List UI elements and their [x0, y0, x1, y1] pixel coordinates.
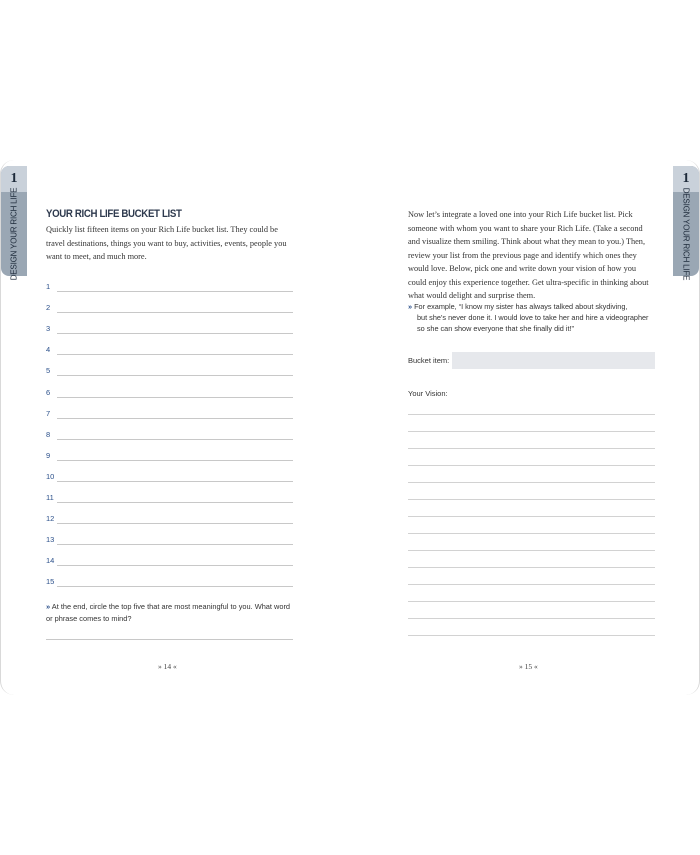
page-number: » 14 «: [158, 662, 177, 671]
list-item[interactable]: [46, 546, 293, 567]
list-item[interactable]: [46, 272, 293, 293]
write-line[interactable]: [57, 291, 293, 292]
list-number: 1: [46, 282, 51, 292]
list-item[interactable]: [46, 314, 293, 335]
answer-line[interactable]: [46, 639, 293, 640]
list-number: 14: [46, 556, 55, 566]
list-item[interactable]: [46, 441, 293, 462]
write-line[interactable]: [408, 432, 655, 449]
list-item[interactable]: [46, 399, 293, 420]
book-spread: [0, 160, 700, 695]
chapter-tab-label: DESIGN YOUR RICH LIFE: [681, 187, 691, 281]
write-line[interactable]: [408, 466, 655, 483]
write-line[interactable]: [408, 619, 655, 636]
write-line[interactable]: [408, 449, 655, 466]
write-line[interactable]: [57, 418, 293, 419]
list-number: 12: [46, 514, 55, 524]
list-number: 10: [46, 471, 55, 481]
list-item[interactable]: [46, 525, 293, 546]
list-number: 2: [46, 303, 51, 313]
chapter-tab-left[interactable]: [1, 166, 27, 281]
example-line: so she can show everyone that she finally did it!”: [417, 324, 574, 333]
example-line: but she’s never done it. I would love to take her and hire a videographer: [417, 313, 649, 322]
write-line[interactable]: [57, 354, 293, 355]
write-line[interactable]: [57, 333, 293, 334]
list-item[interactable]: [46, 567, 293, 588]
write-line[interactable]: [408, 500, 655, 517]
vision-lines: [408, 398, 655, 636]
list-number: 11: [46, 493, 54, 503]
write-line[interactable]: [408, 415, 655, 432]
instructions-text: Now let’s integrate a loved one into your Rich Life bucket list. Pick someone with whom you want to share your Rich Life. (Take a second and visualize them smiling. Think about what they mean to you.) Then, review your list from the previous page and identify which ones they would love. Below, pick one and write down your vision of how you could enjoy this experience together. Get ultra-specific in thinking about what would delight and surprise them.: [408, 210, 649, 300]
left-page: [0, 160, 350, 695]
list-number: 4: [46, 345, 51, 355]
list-number: 7: [46, 408, 51, 418]
list-number: 5: [46, 366, 51, 376]
list-item[interactable]: [46, 483, 293, 504]
vision-label: Your Vision:: [408, 389, 448, 398]
write-line[interactable]: [57, 481, 293, 482]
write-line[interactable]: [57, 502, 293, 503]
write-line[interactable]: [57, 397, 293, 398]
prompt-body: At the end, circle the top five that are most meaningful to you. What word or phrase comes to mind?: [46, 602, 291, 623]
list-number: 8: [46, 429, 51, 439]
write-line[interactable]: [57, 565, 293, 566]
list-item[interactable]: [46, 462, 293, 483]
write-line[interactable]: [408, 602, 655, 619]
list-item[interactable]: [46, 293, 293, 314]
write-line[interactable]: [408, 517, 655, 534]
write-line[interactable]: [57, 439, 293, 440]
page-title: YOUR RICH LIFE BUCKET LIST: [46, 208, 182, 220]
chapter-tab-right[interactable]: [673, 166, 699, 281]
example-text: [408, 301, 658, 334]
list-item[interactable]: [46, 335, 293, 356]
intro-text: Quickly list fifteen items on your Rich Life bucket list. They could be travel destinations, things you want to buy, activities, events, people you want to meet, and much more.: [46, 225, 287, 261]
write-line[interactable]: [57, 586, 293, 587]
list-number: 6: [46, 387, 51, 397]
write-line[interactable]: [57, 523, 293, 524]
chapter-number: 1: [1, 166, 27, 192]
list-number: 9: [46, 450, 51, 460]
bucket-item-field[interactable]: [452, 352, 655, 369]
list-number: 15: [46, 577, 55, 587]
bullet-marker: »: [46, 602, 51, 611]
bucket-list: [46, 272, 293, 588]
list-number: 13: [46, 535, 55, 545]
chapter-tab-label: DESIGN YOUR RICH LIFE: [9, 187, 19, 281]
write-line[interactable]: [57, 460, 293, 461]
prompt-text: [46, 601, 296, 624]
write-line[interactable]: [408, 585, 655, 602]
list-item[interactable]: [46, 377, 293, 398]
write-line[interactable]: [408, 483, 655, 500]
write-line[interactable]: [408, 568, 655, 585]
write-line[interactable]: [408, 534, 655, 551]
list-number: 3: [46, 324, 51, 334]
list-item[interactable]: [46, 420, 293, 441]
write-line[interactable]: [57, 544, 293, 545]
list-item[interactable]: [46, 356, 293, 377]
bucket-item-label: Bucket item:: [408, 356, 450, 365]
write-line[interactable]: [57, 375, 293, 376]
write-line[interactable]: [408, 551, 655, 568]
list-item[interactable]: [46, 504, 293, 525]
right-page: [350, 160, 700, 695]
bullet-marker: »: [408, 302, 413, 311]
write-line[interactable]: [57, 312, 293, 313]
write-line[interactable]: [408, 398, 655, 415]
page-number: » 15 «: [519, 662, 538, 671]
example-line: For example, “I know my sister has always talked about skydiving,: [414, 302, 628, 311]
chapter-number: 1: [673, 166, 699, 192]
